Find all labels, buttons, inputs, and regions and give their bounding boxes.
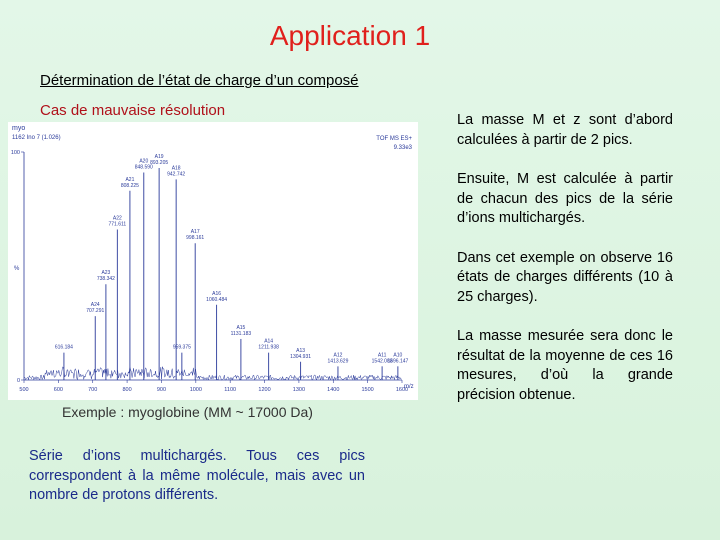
y-axis-label: %: [14, 266, 20, 272]
peak-label-13: A13 1304.931: [290, 347, 312, 360]
peak-label-6: A19 893.205: [150, 153, 169, 166]
explanation-panel: [457, 111, 673, 425]
y-tick-label: 100: [10, 150, 20, 156]
x-axis-label: m/z: [404, 384, 414, 390]
peak-label-2: A23 738.342: [96, 270, 115, 283]
explanation-paragraph-1: La masse M et z sont d’abord calculées à partir de 2 pics.: [457, 112, 673, 148]
x-tick-label: 1600: [395, 387, 409, 393]
x-tick-label: 800: [122, 387, 132, 393]
peak-label-8: A17 998.161: [186, 229, 205, 242]
slide-subtitle: Détermination de l’état de charge d’un composé: [40, 72, 359, 89]
peak-label-9: A16 1060.484: [206, 290, 228, 303]
explanation-paragraph-2: Ensuite, M est calculée à partir de chacun des pics de la série d’ions multichargés.: [457, 171, 673, 226]
mass-spectrum-chart: [8, 122, 418, 400]
peak-label-5: A20 848.590: [134, 158, 153, 171]
explanation-paragraph-3: Dans cet exemple on observe 16 états de charges différents (10 à 25 charges).: [457, 249, 673, 305]
peak-label-4: A21 808.225: [120, 176, 139, 189]
peak-label-7: A18 942.742: [167, 165, 186, 178]
peak-label-3: A22 771.611: [108, 215, 127, 228]
x-tick-label: 1500: [361, 387, 374, 393]
chart-header-left-1: myo: [12, 125, 26, 132]
x-tick-label: 700: [88, 387, 98, 393]
peak-label-14: A12 1413.629: [327, 352, 349, 365]
peak-label-12: A14 1211.938: [258, 338, 279, 351]
x-tick-label: 900: [156, 387, 167, 393]
chart-header-left-2: 1162 Ino 7 (1.026): [12, 135, 61, 141]
peak-label-16: A10 1696.147: [387, 352, 409, 365]
y-tick-label: 0: [16, 378, 20, 384]
explanation-paragraph-4: La masse mesurée sera donc le résultat de la moyenne de ces 16 mesures, d’où la grande précision obtenue.: [457, 328, 673, 403]
chart-caption: Exemple : myoglobine (MM ~ 17000 Da): [62, 404, 313, 420]
peak-label-0: 616.184: [54, 344, 73, 351]
x-tick-label: 1300: [292, 387, 306, 393]
chart-header-right-1: TOF MS ES+: [376, 136, 412, 142]
x-tick-label: 1200: [258, 387, 271, 393]
peak-label-15: A11 1542.083: [371, 352, 393, 365]
peak-label-10: 959.375: [172, 344, 191, 351]
peak-label-1: A24 707.291: [86, 302, 105, 315]
chart-header-right-2: 9.33e3: [393, 145, 412, 151]
x-tick-label: 500: [19, 387, 29, 393]
x-tick-label: 1100: [224, 387, 237, 393]
peak-label-11: A15 1131.183: [230, 324, 252, 337]
x-tick-label: 600: [53, 387, 63, 393]
x-tick-label: 1400: [327, 387, 340, 393]
slide-title: Application 1: [269, 20, 431, 51]
x-tick-label: 1000: [189, 387, 202, 393]
multicharged-note: Série d’ions multichargés. Tous ces pics correspondent à la même molécule, mais avec un nombre de protons différents.: [29, 448, 365, 503]
case-label: Cas de mauvaise résolution: [40, 102, 226, 119]
